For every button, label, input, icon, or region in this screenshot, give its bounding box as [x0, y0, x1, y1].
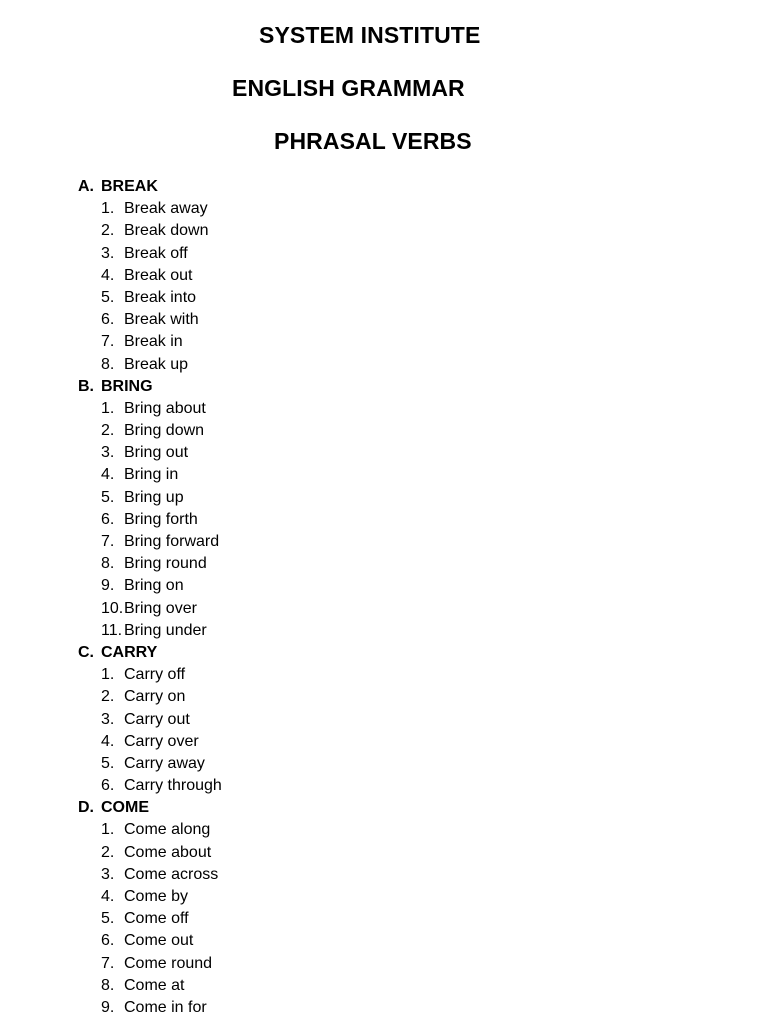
list-item	[78, 220, 478, 242]
list-item	[78, 487, 478, 509]
list-item	[78, 198, 478, 220]
list-item-text: Come by	[124, 888, 189, 905]
list-item-number: 7.	[101, 954, 115, 972]
list-item	[78, 709, 478, 731]
list-item	[78, 753, 478, 775]
list-item-text: Bring under	[124, 621, 207, 639]
list-item-text: Bring forth	[124, 510, 198, 528]
list-item-text: Bring about	[124, 399, 206, 417]
list-item	[78, 464, 478, 486]
list-item-text: Break into	[124, 288, 197, 306]
list-item	[78, 331, 478, 353]
list-item	[78, 531, 478, 553]
section-heading	[78, 176, 478, 198]
list-item	[78, 819, 478, 841]
list-item-text: Carry away	[124, 754, 205, 772]
list-item	[78, 842, 478, 864]
section-title: BREAK	[101, 178, 158, 195]
list-item-text: Come along	[124, 821, 211, 839]
list-item-number: 3.	[101, 865, 115, 883]
list-item-text: Break off	[124, 244, 188, 262]
topic-title: PHRASAL VERBS	[274, 128, 472, 154]
list-item	[78, 686, 478, 708]
list-item-number: 1.	[101, 821, 115, 839]
section-letter: D.	[78, 799, 94, 817]
section-heading	[78, 642, 478, 664]
list-item	[78, 398, 478, 420]
list-item-text: Break up	[124, 355, 189, 373]
section-heading	[78, 376, 478, 398]
section-heading	[78, 797, 478, 819]
list-item	[78, 354, 478, 376]
list-item	[78, 997, 478, 1019]
list-item-text: Break down	[124, 222, 209, 240]
list-item	[78, 953, 478, 975]
list-item	[78, 442, 478, 464]
list-item	[78, 886, 478, 908]
list-item	[78, 664, 478, 686]
section-letter: C.	[78, 643, 94, 661]
list-item	[78, 620, 478, 642]
list-item-text: Come at	[124, 976, 185, 994]
list-item-number: 8.	[101, 555, 115, 573]
list-item-number: 7.	[101, 533, 115, 550]
list-item-text: Bring out	[124, 444, 189, 462]
section-title: BRING	[101, 377, 153, 395]
list-item-number: 3.	[101, 444, 115, 462]
list-item	[78, 265, 478, 287]
list-item-number: 4.	[101, 888, 115, 905]
list-item-number: 10.	[101, 599, 124, 617]
list-item-text: Break with	[124, 311, 199, 329]
list-item-number: 6.	[101, 777, 115, 795]
list-item	[78, 775, 478, 797]
list-item-text: Come off	[124, 910, 189, 928]
list-item	[78, 553, 478, 575]
list-item-number: 1.	[101, 200, 115, 218]
section-title: COME	[101, 799, 149, 817]
section-letter: B.	[78, 377, 94, 395]
list-item-text: Come across	[124, 865, 219, 883]
list-item-number: 1.	[101, 666, 115, 684]
section-title: CARRY	[101, 643, 158, 661]
list-item-number: 8.	[101, 355, 115, 373]
list-item-text: Bring down	[124, 422, 205, 440]
list-item-number: 5.	[101, 754, 115, 772]
list-item-number: 8.	[101, 976, 115, 994]
list-item-text: Carry through	[124, 777, 222, 795]
list-item-text: Carry over	[124, 732, 199, 750]
subject-title: ENGLISH GRAMMAR	[232, 75, 465, 101]
list-item-number: 2.	[101, 222, 115, 240]
list-item	[78, 509, 478, 531]
list-item-number: 7.	[101, 333, 115, 351]
list-item	[78, 930, 478, 952]
list-item-number: 11.	[101, 621, 123, 639]
list-item-number: 6.	[101, 510, 115, 528]
list-item-number: 4.	[101, 466, 115, 484]
list-item-text: Bring over	[124, 599, 197, 617]
list-item	[78, 864, 478, 886]
list-item-number: 9.	[101, 998, 115, 1016]
institute-title: SYSTEM INSTITUTE	[259, 22, 481, 48]
list-item-text: Come in for	[124, 998, 207, 1016]
list-item-number: 5.	[101, 288, 115, 306]
list-item-text: Come out	[124, 932, 194, 950]
phrasal-verbs-outline	[78, 176, 478, 1019]
list-item-text: Carry off	[124, 666, 186, 684]
list-item-number: 3.	[101, 244, 115, 262]
list-item-text: Bring forward	[124, 533, 220, 550]
list-item-text: Break away	[124, 200, 208, 218]
list-item	[78, 243, 478, 265]
list-item-number: 9.	[101, 577, 115, 595]
list-item-text: Bring up	[124, 488, 184, 506]
list-item-number: 2.	[101, 422, 115, 440]
list-item	[78, 908, 478, 930]
list-item-text: Come about	[124, 843, 212, 861]
list-item-text: Carry on	[124, 688, 186, 706]
list-item-number: 3.	[101, 710, 115, 728]
list-item-number: 2.	[101, 688, 115, 706]
list-item-number: 6.	[101, 932, 115, 950]
list-item	[78, 731, 478, 753]
list-item-text: Bring round	[124, 555, 207, 573]
list-item-text: Break in	[124, 333, 183, 351]
list-item-text: Come round	[124, 954, 213, 972]
list-item-text: Bring in	[124, 466, 179, 484]
list-item-number: 5.	[101, 910, 115, 928]
list-item	[78, 420, 478, 442]
list-item-number: 5.	[101, 488, 115, 506]
list-item	[78, 598, 478, 620]
list-item	[78, 309, 478, 331]
list-item-number: 4.	[101, 732, 115, 750]
list-item	[78, 287, 478, 309]
list-item-number: 6.	[101, 311, 115, 329]
list-item-number: 4.	[101, 266, 115, 284]
list-item	[78, 975, 478, 997]
list-item-text: Bring on	[124, 577, 184, 595]
list-item	[78, 575, 478, 597]
list-item-number: 2.	[101, 843, 115, 861]
section-letter: A.	[78, 178, 94, 195]
list-item-text: Carry out	[124, 710, 190, 728]
list-item-text: Break out	[124, 266, 193, 284]
list-item-number: 1.	[101, 399, 115, 417]
